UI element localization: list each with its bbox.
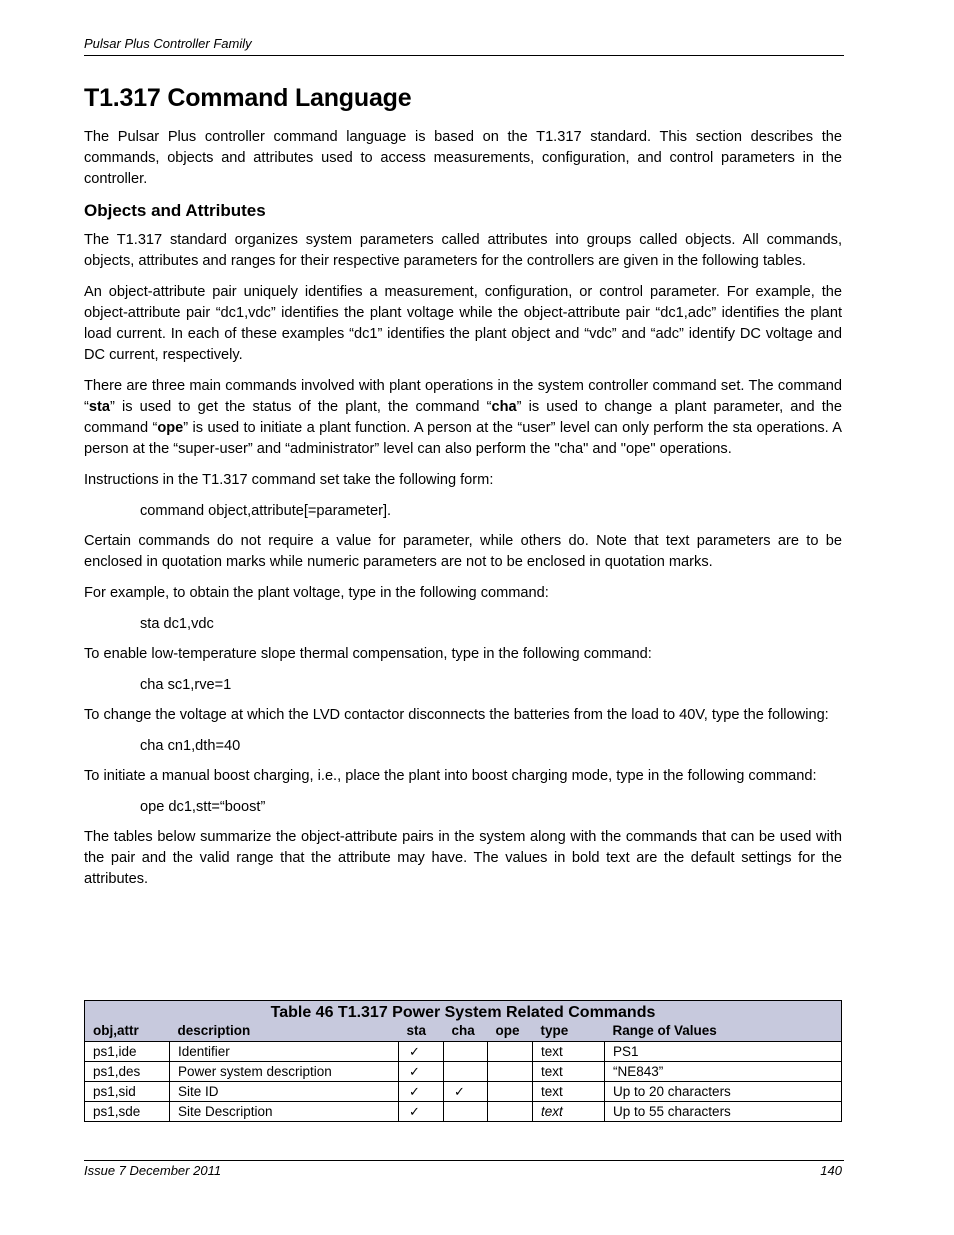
commands-table [84, 1000, 842, 1122]
command-ope: ope [157, 420, 184, 436]
cell-description: Site Description [170, 1102, 399, 1122]
col-header-ope: ope [488, 1022, 533, 1042]
paragraph-example-compensation: To enable low-temperature slope thermal compensation, type in the following command: [84, 646, 652, 662]
table-row [85, 1082, 842, 1102]
command-sta: sta [88, 399, 110, 415]
col-header-objattr: obj,attr [85, 1022, 170, 1042]
header-divider [84, 55, 844, 56]
cell-objattr: ps1,sde [85, 1102, 170, 1122]
code-sta-example: sta dc1,vdc [140, 616, 214, 632]
col-header-description: description [170, 1022, 399, 1042]
cell-type: text [533, 1062, 605, 1082]
paragraph-tables-summary: The tables below summarize the object-attribute pairs in the system along with the commands that can be used with the pair and the valid range that the attribute may have. The values in bold text are the default settings for the attributes. [84, 829, 842, 887]
paragraph-example-lvd: To change the voltage at which the LVD contactor disconnects the batteries from the load to 40V, type the following: [84, 707, 829, 723]
code-cha-dth-example: cha cn1,dth=40 [140, 738, 241, 754]
table-row [85, 1062, 842, 1082]
cell-range: Up to 55 characters [605, 1102, 842, 1122]
checkmark-icon: ✓ [399, 1082, 444, 1102]
commands-table-container [84, 1000, 842, 1122]
cell-range: PS1 [605, 1042, 842, 1062]
col-header-type: type [533, 1022, 605, 1042]
checkmark-icon: ✓ [399, 1102, 444, 1122]
paragraph-commands: There are three main commands involved with plant operations in the system controller command set. The command “sta” is used to get the status of the plant, the command “cha” is used to change a plant parameter, and the command “ope” is used to initiate a plant function. A person at the “user” level can only perform the sta operations. A person at the “super-user” and “administrator” level can also perform the "cha" and "ope" operations. [84, 378, 843, 457]
table-caption: Table 46 T1.317 Power System Related Commands [85, 1001, 842, 1023]
paragraph-instructions: Instructions in the T1.317 command set take the following form: [84, 472, 494, 488]
code-command-form: command object,attribute[=parameter]. [140, 503, 392, 519]
section-title: T1.317 Command Language [84, 84, 412, 112]
cell-type: text [533, 1042, 605, 1062]
cell-range: Up to 20 characters [605, 1082, 842, 1102]
cell-cha [444, 1102, 488, 1122]
footer-issue: Issue 7 December 2011 [84, 1163, 222, 1178]
command-cha: cha [491, 399, 517, 415]
cell-description: Site ID [170, 1082, 399, 1102]
paragraph-example-voltage: For example, to obtain the plant voltage, type in the following command: [84, 585, 549, 601]
cell-range: “NE843” [605, 1062, 842, 1082]
cell-cha [444, 1042, 488, 1062]
checkmark-icon: ✓ [444, 1082, 488, 1102]
col-header-cha: cha [444, 1022, 488, 1042]
running-header: Pulsar Plus Controller Family [84, 36, 252, 51]
cell-objattr: ps1,ide [85, 1042, 170, 1062]
paragraph-example-boost: To initiate a manual boost charging, i.e., place the plant into boost charging mode, type in the following command: [84, 768, 817, 784]
cell-type: text [533, 1082, 605, 1102]
intro-paragraph: The Pulsar Plus controller command language is based on the T1.317 standard. This section describes the commands, objects and attributes used to access measurements, configuration, and control parameters in the controller. [84, 129, 842, 187]
cell-description: Identifier [170, 1042, 399, 1062]
cell-objattr: ps1,sid [85, 1082, 170, 1102]
cell-ope [488, 1062, 533, 1082]
code-cha-rve-example: cha sc1,rve=1 [140, 677, 232, 693]
cell-objattr: ps1,des [85, 1062, 170, 1082]
footer-divider [84, 1160, 844, 1161]
paragraph-object-attribute: An object-attribute pair uniquely identifies a measurement, configuration, or control parameter. For example, the object-attribute pair “dc1,vdc” identifies the plant voltage while the object-attribute pair “dc1,adc” identifies the plant load current. In each of these examples “dc1” identifies the plant object and “vdc” and “adc” identify DC voltage and DC current, respectively. [84, 284, 842, 363]
code-ope-example: ope dc1,stt=“boost” [140, 799, 266, 815]
subsection-title: Objects and Attributes [84, 201, 266, 220]
paragraph-objects: The T1.317 standard organizes system parameters called attributes into groups called objects. All commands, objects, attributes and ranges for their respective parameters for the controllers are given in the following tables. [84, 232, 842, 269]
paragraph-parameters: Certain commands do not require a value for parameter, while others do. Note that text parameters are to be enclosed in quotation marks while numeric parameters are not to be enclosed in quotation marks. [84, 533, 842, 570]
checkmark-icon: ✓ [399, 1062, 444, 1082]
cell-ope [488, 1042, 533, 1062]
table-row [85, 1042, 842, 1062]
body-content [84, 127, 842, 900]
cell-ope [488, 1082, 533, 1102]
table-row [85, 1102, 842, 1122]
cell-ope [488, 1102, 533, 1122]
page-number: 140 [820, 1163, 842, 1178]
cell-type: text [533, 1102, 605, 1122]
checkmark-icon: ✓ [399, 1042, 444, 1062]
cell-cha [444, 1062, 488, 1082]
col-header-sta: sta [399, 1022, 444, 1042]
col-header-range: Range of Values [605, 1022, 842, 1042]
table-header-row [85, 1022, 842, 1042]
cell-description: Power system description [170, 1062, 399, 1082]
